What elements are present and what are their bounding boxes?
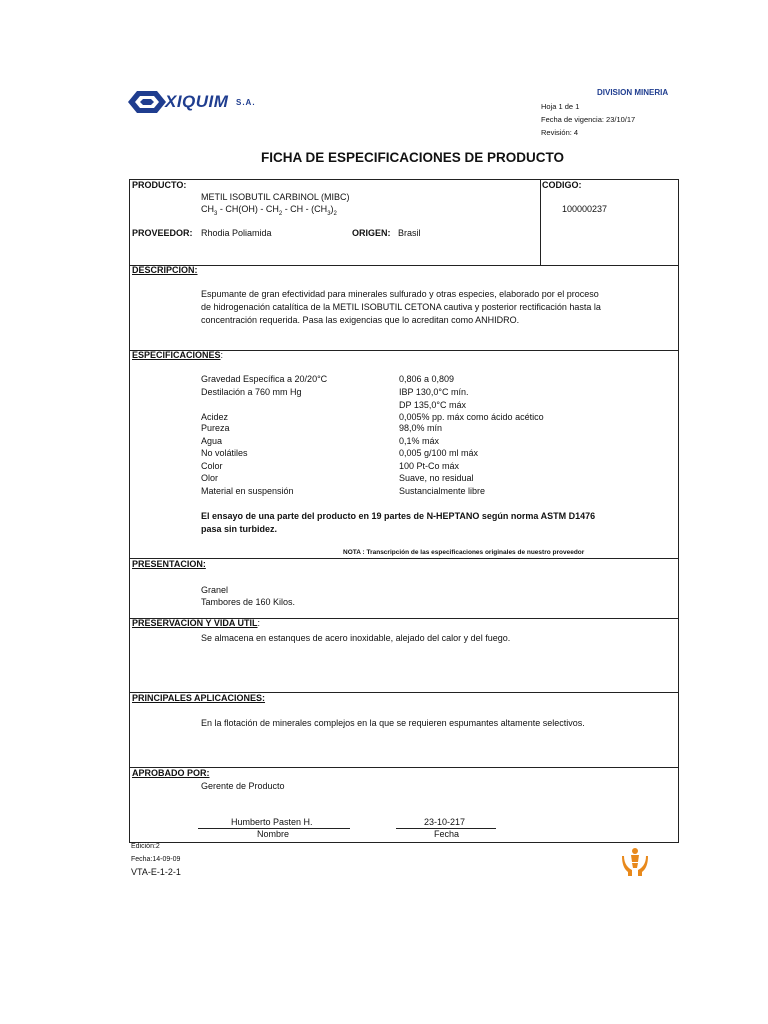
preservation-text: Se almacena en estanques de acero inoxidable, alejado del calor y del fuego.	[201, 633, 511, 643]
spec-value: Sustancialmente libre	[399, 486, 486, 496]
date-caption: Fecha	[434, 829, 460, 839]
brand-suffix: S.A.	[236, 98, 256, 107]
test-note-line: El ensayo de una parte del producto en 19 partes de N-HEPTANO según norma ASTM D1476	[201, 511, 596, 521]
approver-role: Gerente de Producto	[201, 781, 285, 791]
description-line: de hidrogenación catalítica de la METIL ISOBUTIL CETONA cautiva y posterior rectificación hasta la	[201, 302, 601, 312]
valid-date: Fecha de vigencia: 23/10/17	[541, 115, 636, 124]
supplier-label: PROVEEDOR:	[132, 228, 193, 238]
specifications-label	[132, 350, 223, 360]
supplier-value: Rhodia Poliamida	[201, 228, 272, 238]
spec-value: 0,005% pp. máx como ácido acético	[399, 412, 544, 422]
description-line: Espumante de gran efectividad para minerales sulfurado y otras especies, elaborado por el proceso	[201, 289, 599, 299]
supplier-note: NOTA : Transcripción de las especificaciones originales de nuestro proveedor	[343, 549, 585, 556]
page-title: FICHA DE ESPECIFICACIONES DE PRODUCTO	[261, 150, 565, 165]
spec-row	[201, 400, 651, 413]
brand-name: XIQUIM	[165, 92, 229, 111]
spec-value: 0,806 a 0,809	[399, 374, 455, 384]
spec-name: Gravedad Específica a 20/20°C	[201, 374, 328, 384]
formula-part-1: $CH_3 - CH(OH) - CH_2$ - CH - $(CH_3)_2$	[201, 204, 337, 217]
oxiquim-logo-icon	[127, 88, 167, 116]
origin-label: ORIGEN:	[352, 228, 391, 238]
description-line: concentración requerida. Pasa las exigencias que lo acreditan como ANHIDRO.	[201, 315, 520, 325]
divider	[130, 767, 678, 768]
spec-name: Color	[201, 461, 223, 471]
divider	[130, 558, 678, 559]
product-formula	[201, 203, 337, 220]
specifications-title: ESPECIFICACIONES	[132, 350, 221, 360]
product-code: 100000237	[562, 204, 608, 214]
division-label: DIVISION MINERIA	[597, 88, 669, 97]
spec-value: IBP 130,0°C mín.	[399, 387, 469, 397]
approval-label: APROBADO POR:	[132, 768, 210, 778]
spec-row	[201, 473, 651, 486]
spec-name: Material en suspensión	[201, 486, 294, 496]
document-code: VTA-E-1-2-1	[131, 867, 181, 877]
divider	[130, 265, 678, 266]
company-logo	[127, 88, 277, 116]
spec-value: 0,1% máx	[399, 436, 440, 446]
preservation-title: PRESERVACION Y VIDA UTIL	[132, 618, 258, 628]
revision-number: Revisión: 4	[541, 128, 579, 137]
hands-safety-icon	[622, 846, 648, 878]
spec-row	[201, 436, 651, 449]
approver-name: Humberto Pasten H.	[231, 817, 313, 827]
applications-label: PRINCIPALES APLICACIONES:	[132, 693, 266, 703]
name-caption: Nombre	[257, 829, 290, 839]
footer-date: Fecha:14-09-09	[131, 856, 181, 863]
code-divider	[540, 180, 541, 265]
spec-value: 0,005 g/100 ml máx	[399, 448, 479, 458]
spec-name: Acidez	[201, 412, 229, 422]
sheet-number: Hoja 1 de 1	[541, 102, 580, 111]
spec-name: Agua	[201, 436, 223, 446]
spec-sheet-box	[129, 179, 679, 843]
specifications-colon: :	[220, 350, 224, 360]
origin-value: Brasil	[398, 228, 421, 238]
preservation-label	[132, 618, 260, 628]
spec-name: Olor	[201, 473, 219, 483]
description-label: DESCRIPCION:	[132, 265, 198, 275]
presentation-label: PRESENTACION:	[132, 559, 206, 569]
spec-row	[201, 374, 651, 387]
test-note-line: pasa sin turbidez.	[201, 524, 278, 534]
spec-value: Suave, no residual	[399, 473, 474, 483]
spec-row	[201, 387, 651, 400]
approval-date: 23-10-217	[424, 817, 466, 827]
spec-row	[201, 461, 651, 474]
product-name: METIL ISOBUTIL CARBINOL (MIBC)	[201, 192, 350, 202]
safety-icon-wrapper	[622, 846, 648, 878]
preservation-colon: :	[257, 618, 261, 628]
code-label: CODIGO:	[542, 180, 582, 190]
spec-row	[201, 486, 651, 499]
spec-value: 100 Pt-Co máx	[399, 461, 460, 471]
applications-text: En la flotación de minerales complejos en la que se requieren espumantes altamente selectivos.	[201, 718, 585, 728]
spec-row	[201, 423, 651, 436]
edition-label: Edición:2	[131, 843, 160, 850]
spec-value: 98,0% mín	[399, 423, 443, 433]
spec-name: No volátiles	[201, 448, 248, 458]
presentation-line: Granel	[201, 585, 229, 595]
spec-value: DP 135,0°C máx	[399, 400, 466, 410]
spec-row	[201, 448, 651, 461]
product-label: PRODUCTO:	[132, 180, 187, 190]
spec-name: Pureza	[201, 423, 230, 433]
spec-name: Destilación a 760 mm Hg	[201, 387, 302, 397]
presentation-line: Tambores de 160 Kilos.	[201, 597, 296, 607]
